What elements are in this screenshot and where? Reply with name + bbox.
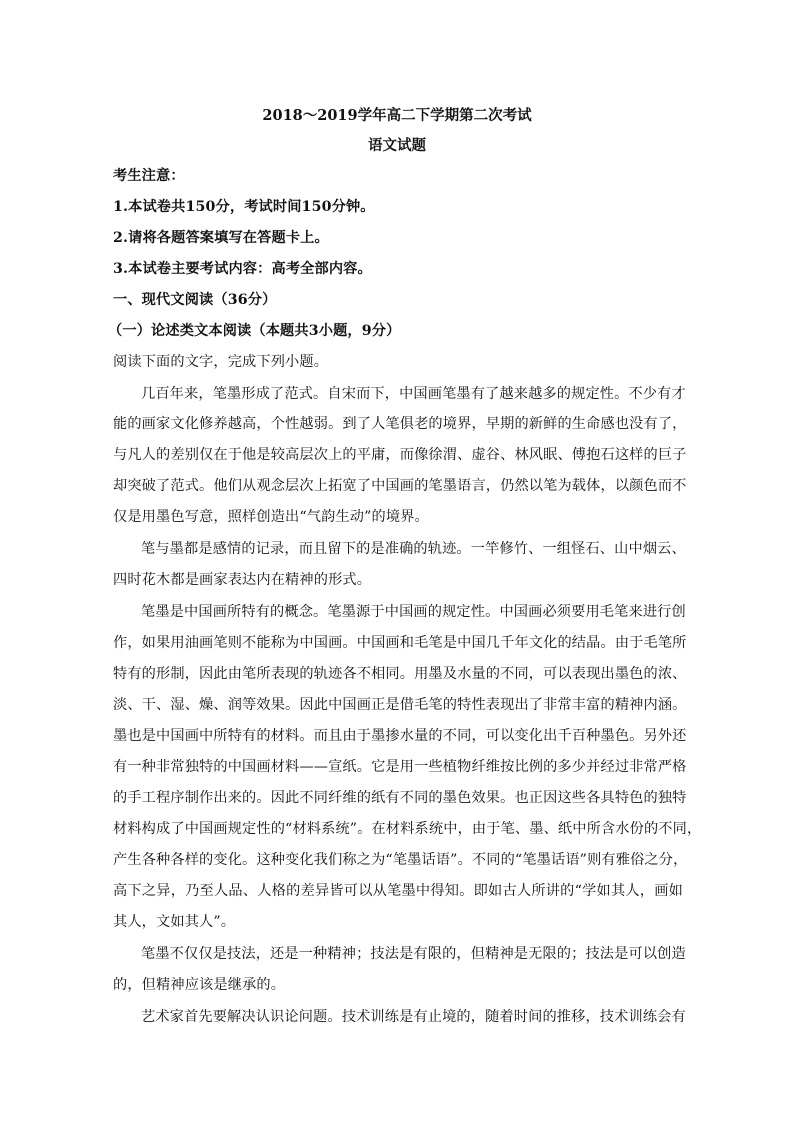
- passage-line: 墨也是中国画中所特有的材料。而且由于墨掺水量的不同，可以变化出千百种墨色。另外还: [113, 728, 687, 744]
- passage-line: 能的画家文化修养越高，个性越弱。到了人笔俱老的境界，早期的新鲜的生命感也没有了，: [113, 416, 687, 432]
- notice-heading: 考生注意：: [113, 168, 185, 184]
- passage-line: 高下之异，乃至人品、人格的差异皆可以从笔墨中得知。即如古人所讲的“学如其人，画如: [113, 883, 683, 899]
- passage-line: 笔墨是中国画所特有的概念。笔墨源于中国画的规定性。中国画必须要用毛笔来进行创: [141, 604, 686, 620]
- passage-line: 的手工程序制作出来的。因此不同纤维的纸有不同的墨色效果。也正因这些各具特色的独特: [113, 790, 687, 806]
- passage-line: 笔与墨都是感情的记录，而且留下的是准确的轨迹。一竿修竹、一组怪石、山中烟云、: [141, 541, 686, 557]
- passage-line: 特有的形制，因此由笔所表现的轨迹各不相同。用墨及水量的不同，可以表现出墨色的浓、: [113, 666, 687, 682]
- passage-line: 与凡人的差别仅在于他是较高层次上的平庸，而像徐渭、虚谷、林风眠、傅抱石这样的巨子: [113, 447, 687, 463]
- passage-line: 笔墨不仅仅是技法，还是一种精神；技法是有限的，但精神是无限的；技法是可以创造: [141, 946, 686, 962]
- passage-line: 的，但精神应该是继承的。: [113, 977, 286, 993]
- notice-item: 1.本试卷共150分，考试时间150分钟。: [113, 199, 375, 215]
- reading-instruction: 阅读下面的文字，完成下列小题。: [113, 354, 329, 370]
- passage-line: 产生各种各样的变化。这种变化我们称之为“笔墨话语”。不同的“笔墨话语”则有雅俗之分，: [113, 852, 688, 868]
- passage-line: 其人，文如其人”。: [113, 914, 236, 930]
- notice-item: 2.请将各题答案填写在答题卡上。: [113, 230, 329, 246]
- passage-line: 几百年来，笔墨形成了范式。自宋而下，中国画笔墨有了越来越多的规定性。不少有才: [141, 386, 686, 402]
- notice-item: 3.本试卷主要考试内容：高考全部内容。: [113, 261, 372, 277]
- section-heading: 一、现代文阅读（36分）: [113, 292, 277, 308]
- passage-line: 仅是用墨色写意，照样创造出“气韵生动”的境界。: [113, 509, 429, 525]
- passage-line: 却突破了范式。他们从观念层次上拓宽了中国画的笔墨语言，仍然以笔为载体，以颜色而不: [113, 478, 687, 494]
- passage-line: 淡、干、湿、燥、润等效果。因此中国画正是借毛笔的特性表现出了非常丰富的精神内涵。: [113, 697, 687, 713]
- passage-line: 四时花木都是画家表达内在精神的形式。: [113, 572, 372, 588]
- section-subheading: （一）论述类文本阅读（本题共3小题，9分）: [108, 323, 401, 339]
- passage-line: 有一种非常独特的中国画材料——宣纸。它是用一些植物纤维按比例的多少并经过非常严格: [113, 759, 687, 775]
- passage-line: 作，如果用油画笔则不能称为中国画。中国画和毛笔是中国几千年文化的结晶。由于毛笔所: [113, 635, 687, 651]
- exam-title: 2018～2019学年高二下学期第二次考试: [262, 107, 532, 124]
- passage-line: 艺术家首先要解决认识论问题。技术训练是有止境的，随着时间的推移，技术训练会有: [141, 1009, 686, 1025]
- passage-line: 材料构成了中国画规定性的“材料系统”。在材料系统中，由于笔、墨、纸中所含水份的不同，: [113, 821, 702, 837]
- exam-subtitle: 语文试题: [368, 137, 426, 154]
